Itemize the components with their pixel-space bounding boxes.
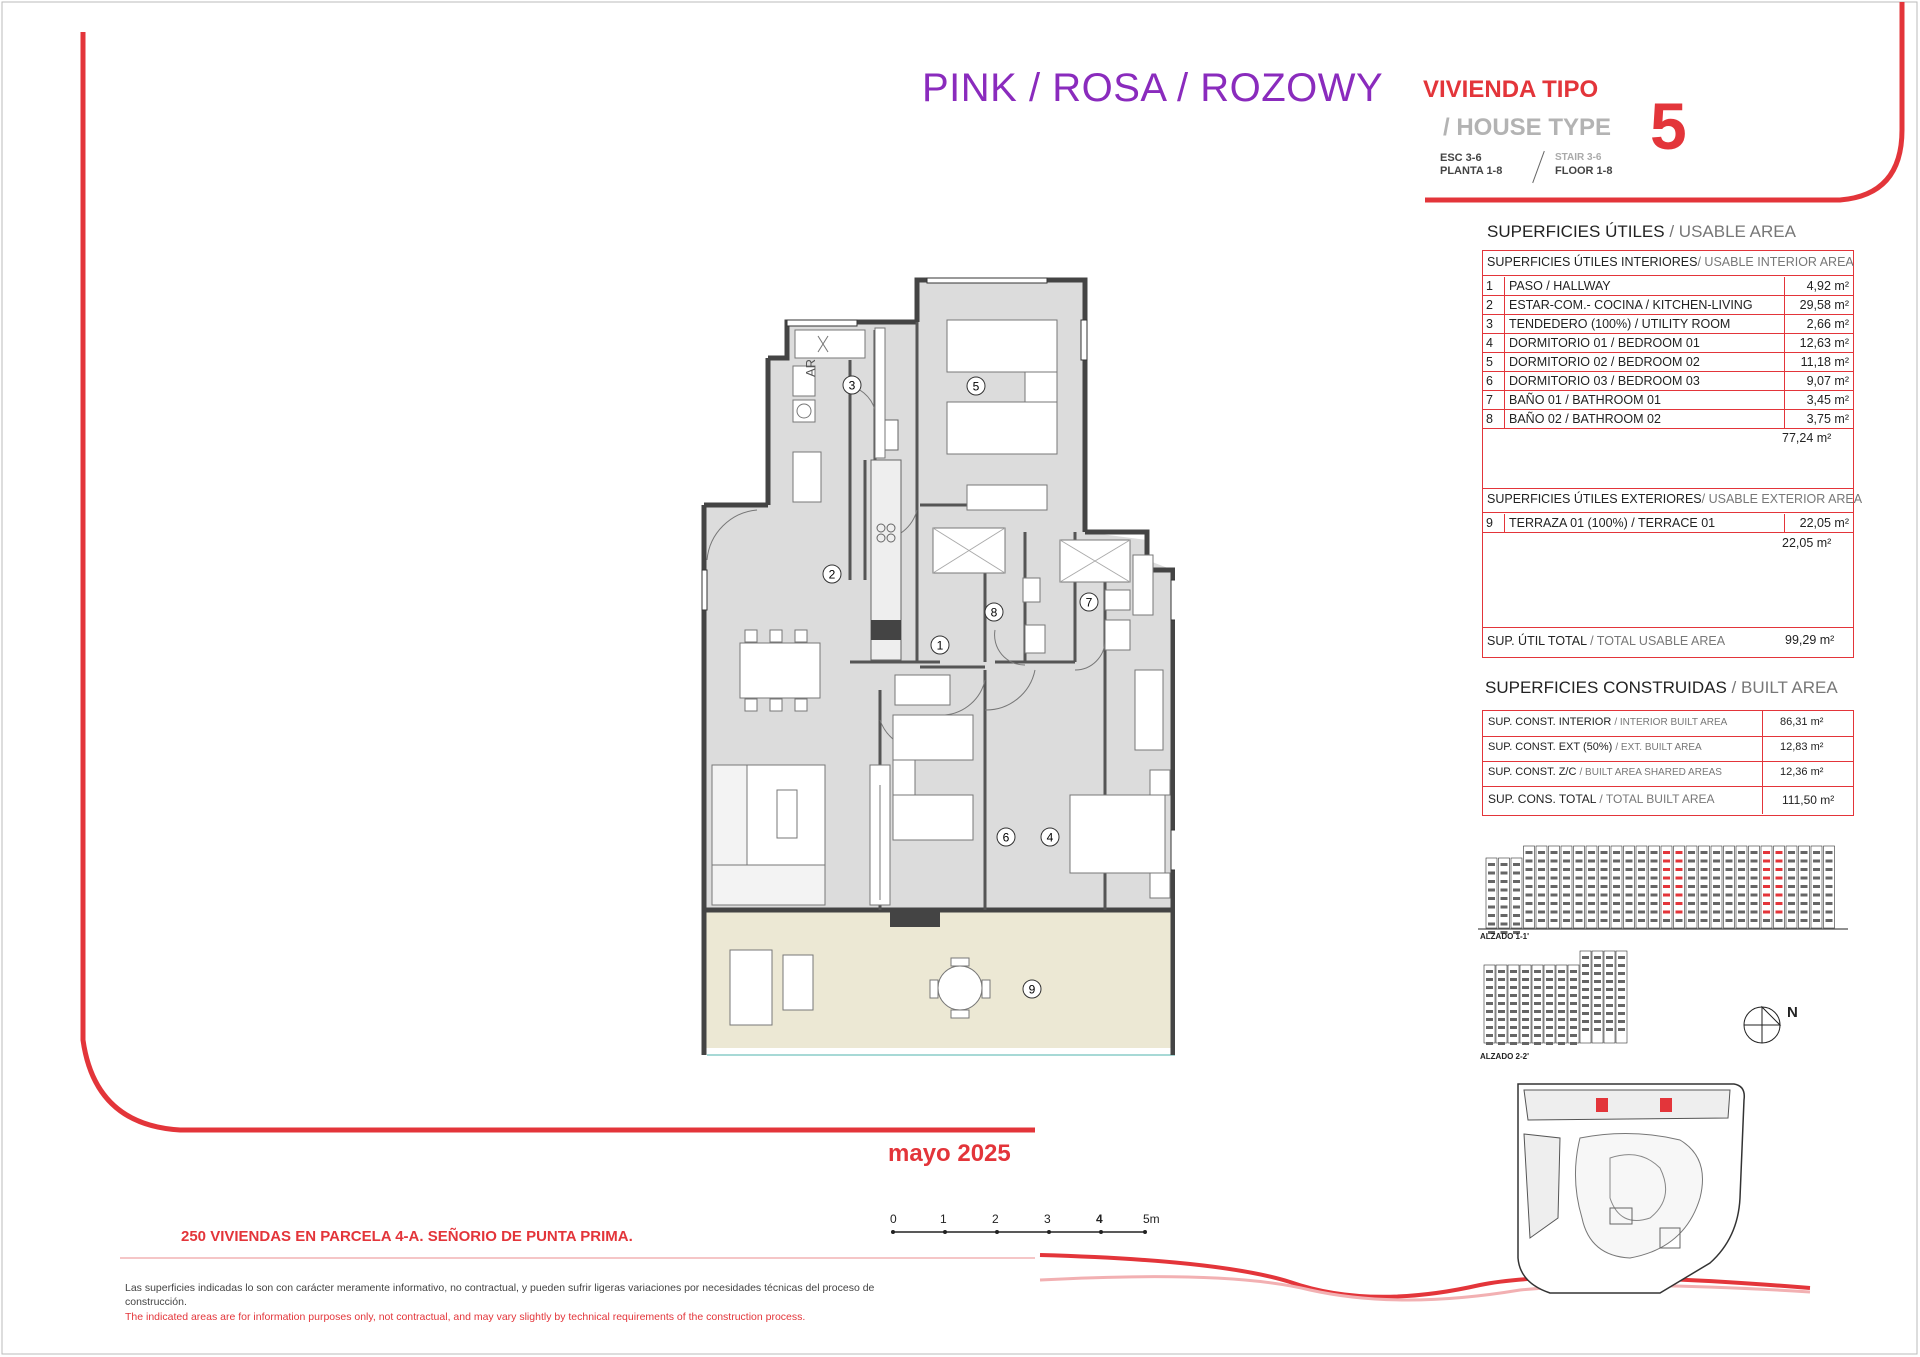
room-number: 8 xyxy=(990,605,998,620)
color-title: PINK / ROSA / ROZOWY xyxy=(922,66,1384,110)
usable-total-label: SUP. ÚTIL TOTAL / TOTAL USABLE AREA xyxy=(1487,634,1726,648)
house-type-label: / HOUSE TYPE xyxy=(1443,114,1612,141)
room-number: 7 xyxy=(1085,595,1093,610)
scale-label: 0 xyxy=(890,1212,897,1226)
exterior-total: 22,05 m² xyxy=(1782,536,1832,550)
area-row-label: PASO / HALLWAY xyxy=(1505,277,1785,296)
area-row-value: 3,75 m² xyxy=(1806,412,1849,426)
area-row-value: 3,45 m² xyxy=(1806,393,1849,407)
area-row-number: 8 xyxy=(1482,410,1505,429)
vivienda-tipo-label: VIVIENDA TIPO xyxy=(1423,76,1599,103)
north-label: N xyxy=(1787,1004,1798,1021)
area-row xyxy=(1482,514,1853,533)
room-number: 6 xyxy=(1002,830,1010,845)
area-row xyxy=(1482,391,1853,410)
floor-label: FLOOR 1-8 xyxy=(1555,165,1613,177)
project-name: 250 VIVIENDAS EN PARCELA 4-A. SEÑORIO DE PUNTA PRIMA. xyxy=(181,1228,633,1245)
exterior-area-table xyxy=(1482,514,1853,533)
area-row xyxy=(1482,315,1853,334)
room-number: 4 xyxy=(1046,830,1054,845)
area-row-value: 9,07 m² xyxy=(1806,374,1849,388)
type-number: 5 xyxy=(1650,89,1687,163)
area-row-label: DORMITORIO 02 / BEDROOM 02 xyxy=(1505,353,1785,372)
disclaimer-en: The indicated areas are for information purposes only, not contractual, and may vary slightly by technical requirements of the construction process. xyxy=(125,1311,806,1323)
scale-label: 1 xyxy=(940,1212,947,1226)
usable-total-value: 99,29 m² xyxy=(1785,633,1835,647)
area-row-value: 22,05 m² xyxy=(1799,516,1849,530)
area-row-value: 29,58 m² xyxy=(1799,298,1849,312)
floor-plan xyxy=(695,270,1175,1060)
area-row xyxy=(1482,334,1853,353)
area-row xyxy=(1482,410,1853,429)
area-row xyxy=(1482,296,1853,315)
room-number: 9 xyxy=(1028,982,1036,997)
room-number: 5 xyxy=(972,379,980,394)
interior-total: 77,24 m² xyxy=(1782,431,1832,445)
scale-label: 3 xyxy=(1044,1212,1051,1226)
built-total-value: 111,50 m² xyxy=(1782,793,1835,807)
area-row-number: 2 xyxy=(1482,296,1505,315)
area-row xyxy=(1482,372,1853,391)
area-row-number: 5 xyxy=(1482,353,1505,372)
built-row-value: 86,31 m² xyxy=(1780,716,1824,728)
built-row-label: SUP. CONST. Z/C / BUILT AREA SHARED AREAS xyxy=(1488,766,1722,778)
area-row-number: 4 xyxy=(1482,334,1505,353)
alzado-2-label: ALZADO 2-2' xyxy=(1480,1052,1530,1061)
built-row-value: 12,83 m² xyxy=(1780,741,1824,753)
ar-label: AR xyxy=(803,358,818,377)
plan-date: mayo 2025 xyxy=(888,1140,1011,1167)
area-row-number: 3 xyxy=(1482,315,1505,334)
disclaimer-es: Las superficies indicadas lo son con carácter meramente informativo, no contractual, y pueden sufrir ligeras variaciones por necesidades técnicas del proceso de construcción. xyxy=(125,1282,875,1308)
area-row-value: 11,18 m² xyxy=(1800,355,1849,369)
site-plan xyxy=(1510,1078,1750,1298)
area-row-number: 9 xyxy=(1482,514,1505,533)
usable-area-heading: SUPERFICIES ÚTILES / USABLE AREA xyxy=(1487,222,1796,241)
area-row xyxy=(1482,277,1853,296)
area-row-label: BAÑO 01 / BATHROOM 01 xyxy=(1505,391,1785,410)
scale-label: 4 xyxy=(1096,1212,1103,1226)
exterior-heading: SUPERFICIES ÚTILES EXTERIORES/ USABLE EXTERIOR AREA xyxy=(1487,492,1863,506)
interior-heading: SUPERFICIES ÚTILES INTERIORES/ USABLE INTERIOR AREA xyxy=(1487,255,1854,269)
interior-area-table xyxy=(1482,277,1853,429)
planta-label: PLANTA 1-8 xyxy=(1440,165,1503,177)
room-number: 1 xyxy=(936,638,944,653)
area-row-label: ESTAR-COM.- COCINA / KITCHEN-LIVING xyxy=(1505,296,1785,315)
stair-label: STAIR 3-6 xyxy=(1555,152,1602,163)
scale-label: 5m xyxy=(1143,1212,1160,1226)
built-row-label: SUP. CONST. INTERIOR / INTERIOR BUILT AREA xyxy=(1488,716,1728,728)
area-row-number: 7 xyxy=(1482,391,1505,410)
scale-bar xyxy=(885,1214,1155,1244)
area-row-number: 6 xyxy=(1482,372,1505,391)
room-number: 3 xyxy=(848,378,856,393)
area-row-label: TERRAZA 01 (100%) / TERRACE 01 xyxy=(1505,514,1785,533)
built-row-value: 12,36 m² xyxy=(1780,766,1824,778)
area-row-value: 12,63 m² xyxy=(1799,336,1849,350)
alzado-1-label: ALZADO 1-1' xyxy=(1480,932,1530,941)
scale-label: 2 xyxy=(992,1212,999,1226)
area-row xyxy=(1482,353,1853,372)
built-total-label: SUP. CONS. TOTAL / TOTAL BUILT AREA xyxy=(1488,792,1715,806)
area-row-label: BAÑO 02 / BATHROOM 02 xyxy=(1505,410,1785,429)
room-number: 2 xyxy=(828,567,836,582)
area-row-label: TENDEDERO (100%) / UTILITY ROOM xyxy=(1505,315,1785,334)
built-row-label: SUP. CONST. EXT (50%) / EXT. BUILT AREA xyxy=(1488,741,1702,753)
elevation-1 xyxy=(1478,836,1856,936)
area-row-number: 1 xyxy=(1482,277,1505,296)
built-area-heading: SUPERFICIES CONSTRUIDAS / BUILT AREA xyxy=(1485,678,1838,697)
area-row-label: DORMITORIO 03 / BEDROOM 03 xyxy=(1505,372,1785,391)
elevation-2 xyxy=(1478,945,1678,1045)
area-row-value: 4,92 m² xyxy=(1806,279,1849,293)
area-row-label: DORMITORIO 01 / BEDROOM 01 xyxy=(1505,334,1785,353)
area-row-value: 2,66 m² xyxy=(1806,317,1849,331)
esc-label: ESC 3-6 xyxy=(1440,152,1482,164)
